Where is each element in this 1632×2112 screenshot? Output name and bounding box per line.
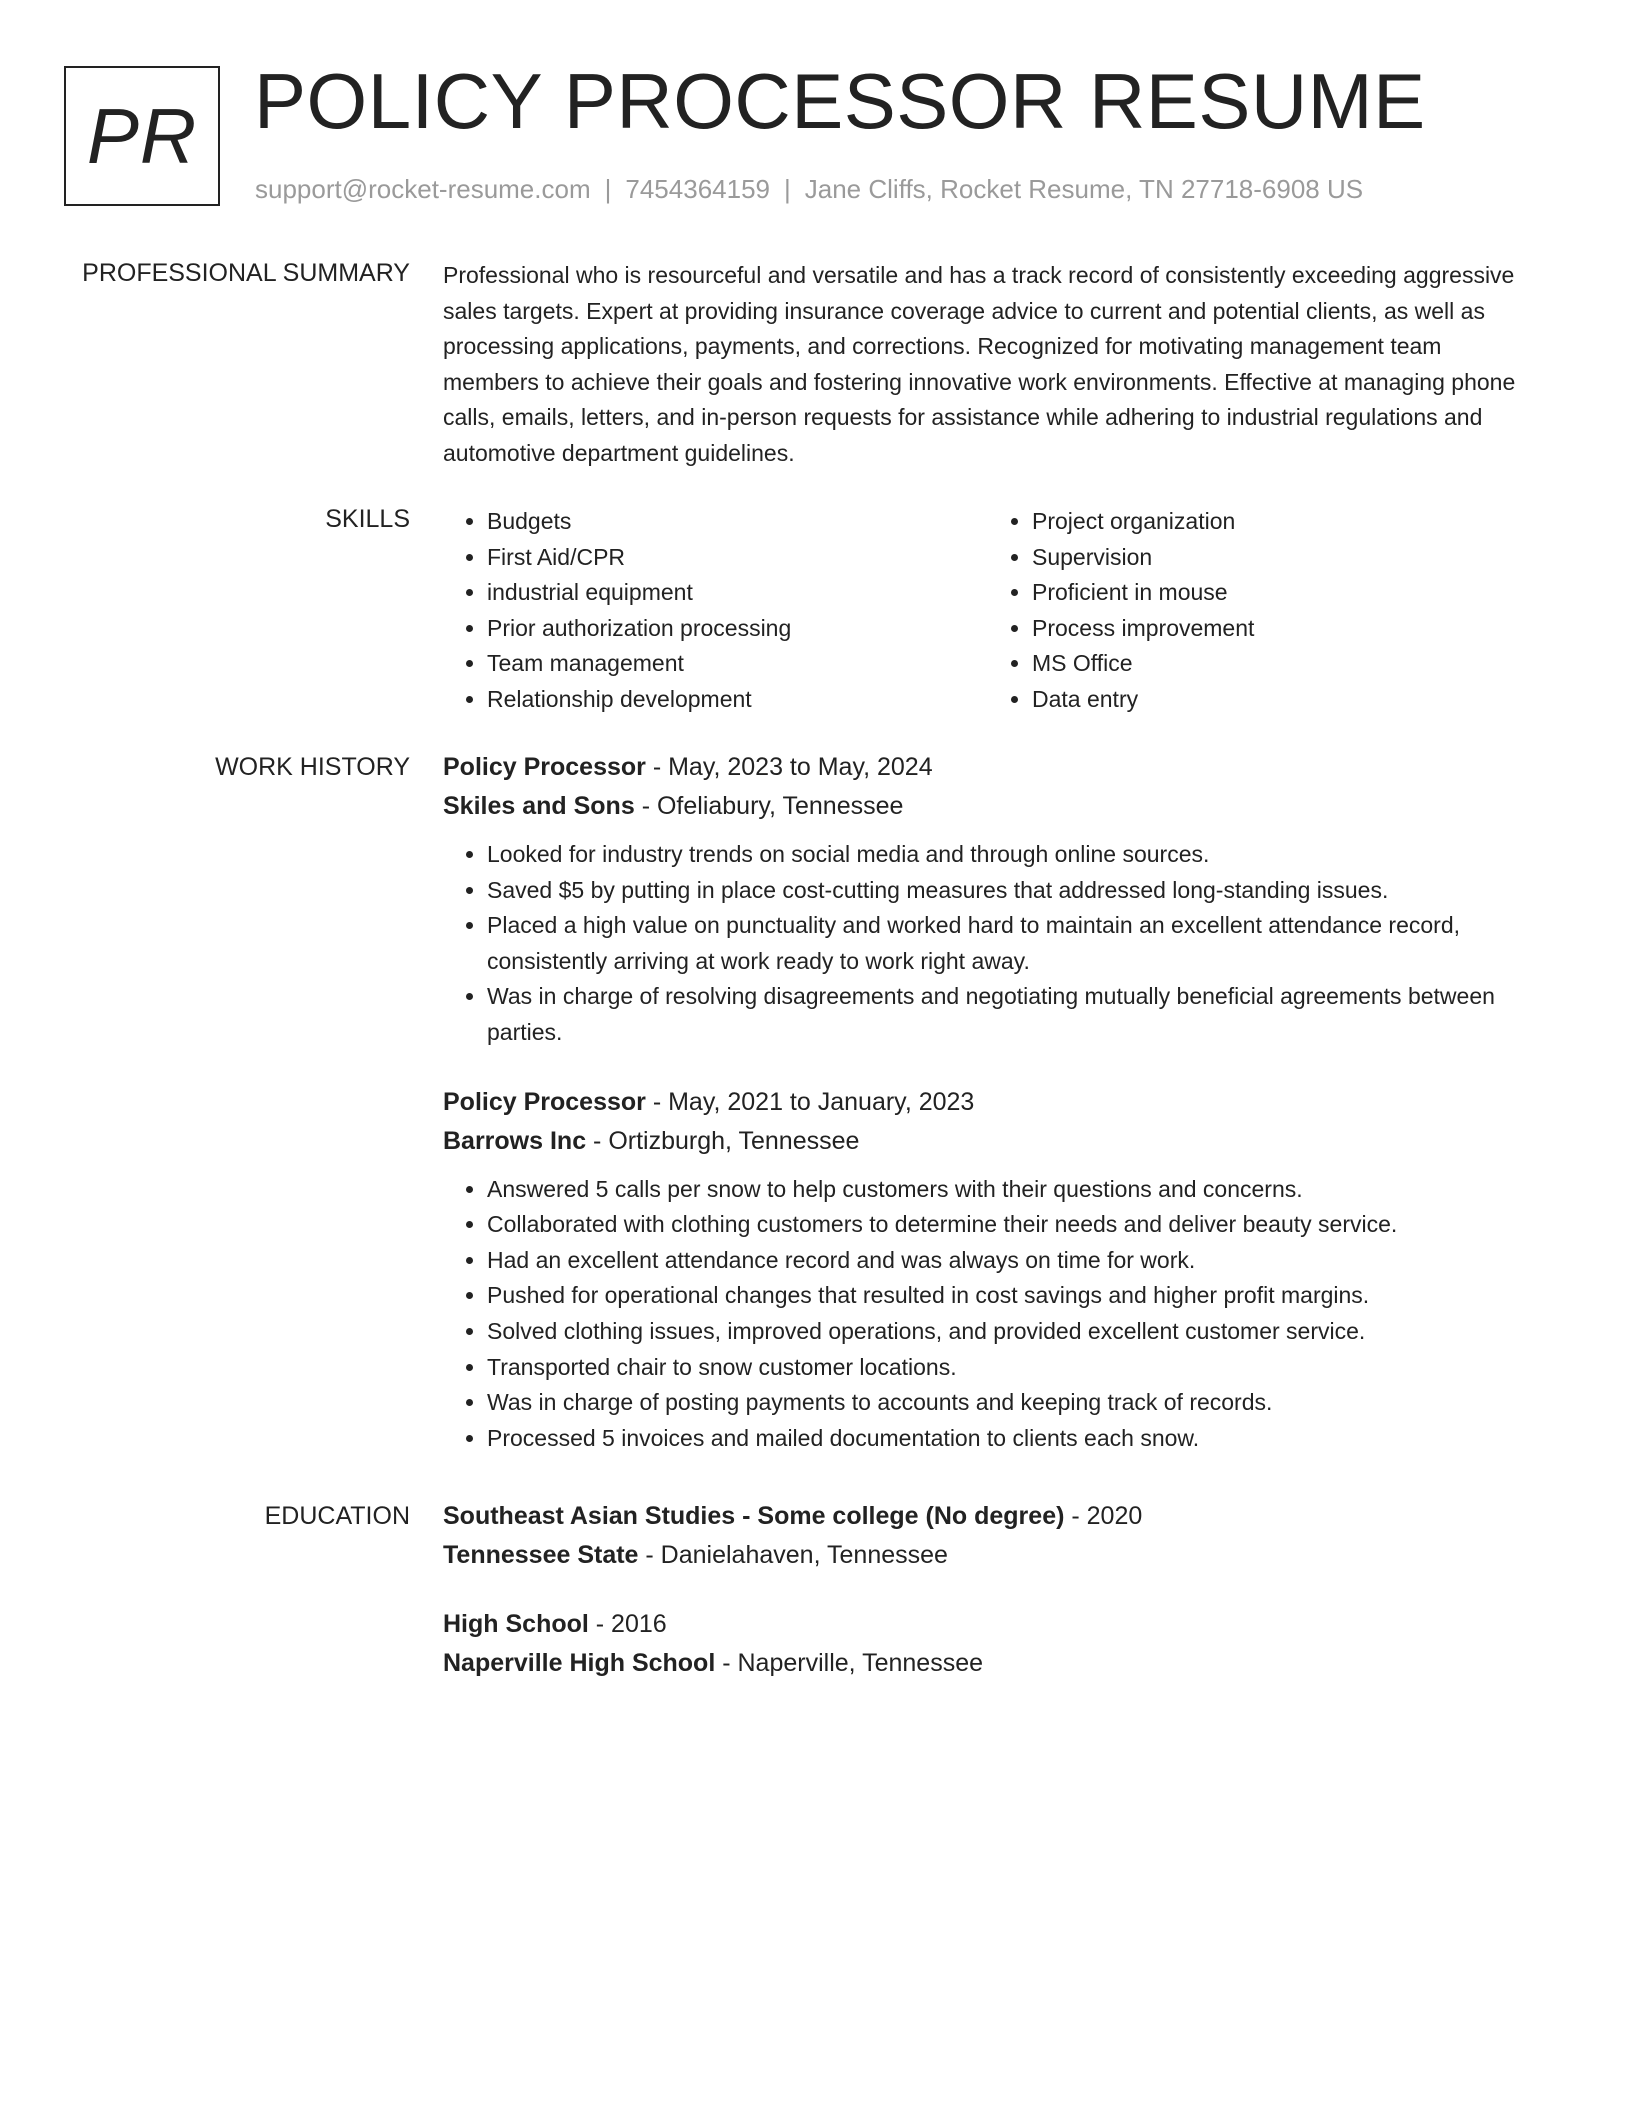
skill-item: • Prior authorization processing	[487, 611, 988, 647]
job-title: Policy Processor	[443, 753, 646, 781]
job-company-line	[443, 1122, 1533, 1161]
job-bullet: • Placed a high value on punctuality and worked hard to maintain an excellent attendance record, consistently arriving at work ready to work right away.	[487, 908, 1533, 979]
education-degree-line	[443, 1605, 1533, 1644]
summary-text: Professional who is resourceful and versatile and has a track record of consistently exceeding aggressive sales targets. Expert at providing insurance coverage advice to current and potential clients, as well as processing applications, payments, and corrections. Recognized for motivating management team members to achieve their goals and fostering innovative work environments. Effective at managing phone calls, emails, letters, and in-person requests for assistance while adhering to industrial regulations and automotive department guidelines.	[443, 262, 1516, 466]
job-location: - Ofeliabury, Tennessee	[634, 792, 904, 820]
contact-separator: |	[784, 174, 791, 204]
skill-item: • Budgets	[487, 504, 988, 540]
skills-body	[443, 504, 1533, 718]
contact-separator: |	[604, 174, 612, 204]
job-location: - Ortizburgh, Tennessee	[586, 1126, 860, 1155]
education-school: Tennessee State	[443, 1541, 639, 1569]
page-title: POLICY PROCESSOR RESUME	[254, 57, 1426, 145]
skill-item: • Supervision	[1032, 540, 1533, 576]
skills-list-left	[443, 504, 988, 718]
job-entry	[443, 1083, 1533, 1457]
job-bullet: • Saved $5 by putting in place cost-cutting measures that addressed long-standing issues.	[487, 873, 1533, 909]
job-bullet: • Processed 5 invoices and mailed documentation to clients each snow.	[487, 1421, 1533, 1457]
job-dates: - May, 2023 to May, 2024	[645, 753, 933, 781]
education-school: Naperville High School	[443, 1649, 716, 1677]
job-bullet: • Answered 5 calls per snow to help customers with their questions and concerns.	[487, 1172, 1533, 1208]
summary-body	[443, 258, 1533, 472]
job-bullet: • Collaborated with clothing customers to determine their needs and deliver beauty service.	[487, 1207, 1533, 1243]
job-bullet: • Was in charge of resolving disagreements and negotiating mutually beneficial agreements between parties.	[487, 979, 1533, 1050]
education-school-line	[443, 1644, 1533, 1683]
education-body	[443, 1497, 1533, 1683]
contact-email: support@rocket-resume.com	[255, 174, 591, 204]
monogram-badge: PR	[64, 66, 220, 206]
skill-item: • Process improvement	[1032, 611, 1533, 647]
education-school-line	[443, 1536, 1533, 1575]
education-degree: Southeast Asian Studies - Some college (No degree)	[443, 1502, 1065, 1530]
skills-grid	[443, 504, 1533, 718]
job-dates: - May, 2021 to January, 2023	[645, 1087, 975, 1116]
skill-item: • MS Office	[1032, 646, 1533, 682]
work-history-body	[443, 748, 1533, 1456]
skill-item: • Relationship development	[487, 682, 988, 718]
job-bullet: • Transported chair to snow customer locations.	[487, 1350, 1533, 1386]
skill-item: • Proficient in mouse	[1032, 575, 1533, 611]
education-degree: High School	[443, 1610, 589, 1638]
job-bullet: • Had an excellent attendance record and was always on time for work.	[487, 1243, 1533, 1279]
job-title: Policy Processor	[443, 1087, 646, 1116]
job-title-line	[443, 1083, 1533, 1122]
education-location: - Naperville, Tennessee	[715, 1649, 984, 1677]
skill-item: • industrial equipment	[487, 575, 988, 611]
entry-spacer	[443, 1051, 1533, 1083]
summary-label: PROFESSIONAL SUMMARY	[82, 259, 410, 287]
education-entry	[443, 1605, 1533, 1683]
job-bullet: • Pushed for operational changes that resulted in cost savings and higher profit margins.	[487, 1278, 1533, 1314]
education-location: - Danielahaven, Tennessee	[638, 1541, 948, 1569]
education-degree-line	[443, 1497, 1533, 1536]
job-entry	[443, 748, 1533, 1051]
education-year: - 2020	[1064, 1502, 1143, 1530]
skill-item: • Project organization	[1032, 504, 1533, 540]
skill-item: • Team management	[487, 646, 988, 682]
skill-item: • First Aid/CPR	[487, 540, 988, 576]
education-label: EDUCATION	[264, 1502, 410, 1530]
skills-list-right	[988, 504, 1533, 718]
contact-line	[255, 172, 1363, 206]
job-company-line	[443, 787, 1533, 826]
job-bullet: • Was in charge of posting payments to accounts and keeping track of records.	[487, 1385, 1533, 1421]
education-entry	[443, 1497, 1533, 1575]
job-bullet: • Solved clothing issues, improved operations, and provided excellent customer service.	[487, 1314, 1533, 1350]
job-company: Skiles and Sons	[443, 792, 635, 820]
job-bullets	[443, 837, 1533, 1051]
job-bullet: • Looked for industry trends on social media and through online sources.	[487, 837, 1533, 873]
skills-column-left	[443, 504, 988, 718]
contact-phone: 7454364159	[625, 174, 770, 204]
job-title-line	[443, 748, 1533, 787]
job-bullets	[443, 1172, 1533, 1457]
contact-address: Jane Cliffs, Rocket Resume, TN 27718-6908 US	[804, 174, 1364, 204]
job-company: Barrows Inc	[443, 1126, 587, 1155]
work-history-label: WORK HISTORY	[215, 753, 410, 781]
skill-item: • Data entry	[1032, 682, 1533, 718]
entry-spacer	[443, 1575, 1533, 1605]
skills-label: SKILLS	[325, 505, 410, 533]
education-year: - 2016	[588, 1610, 667, 1638]
skills-column-right	[988, 504, 1533, 718]
